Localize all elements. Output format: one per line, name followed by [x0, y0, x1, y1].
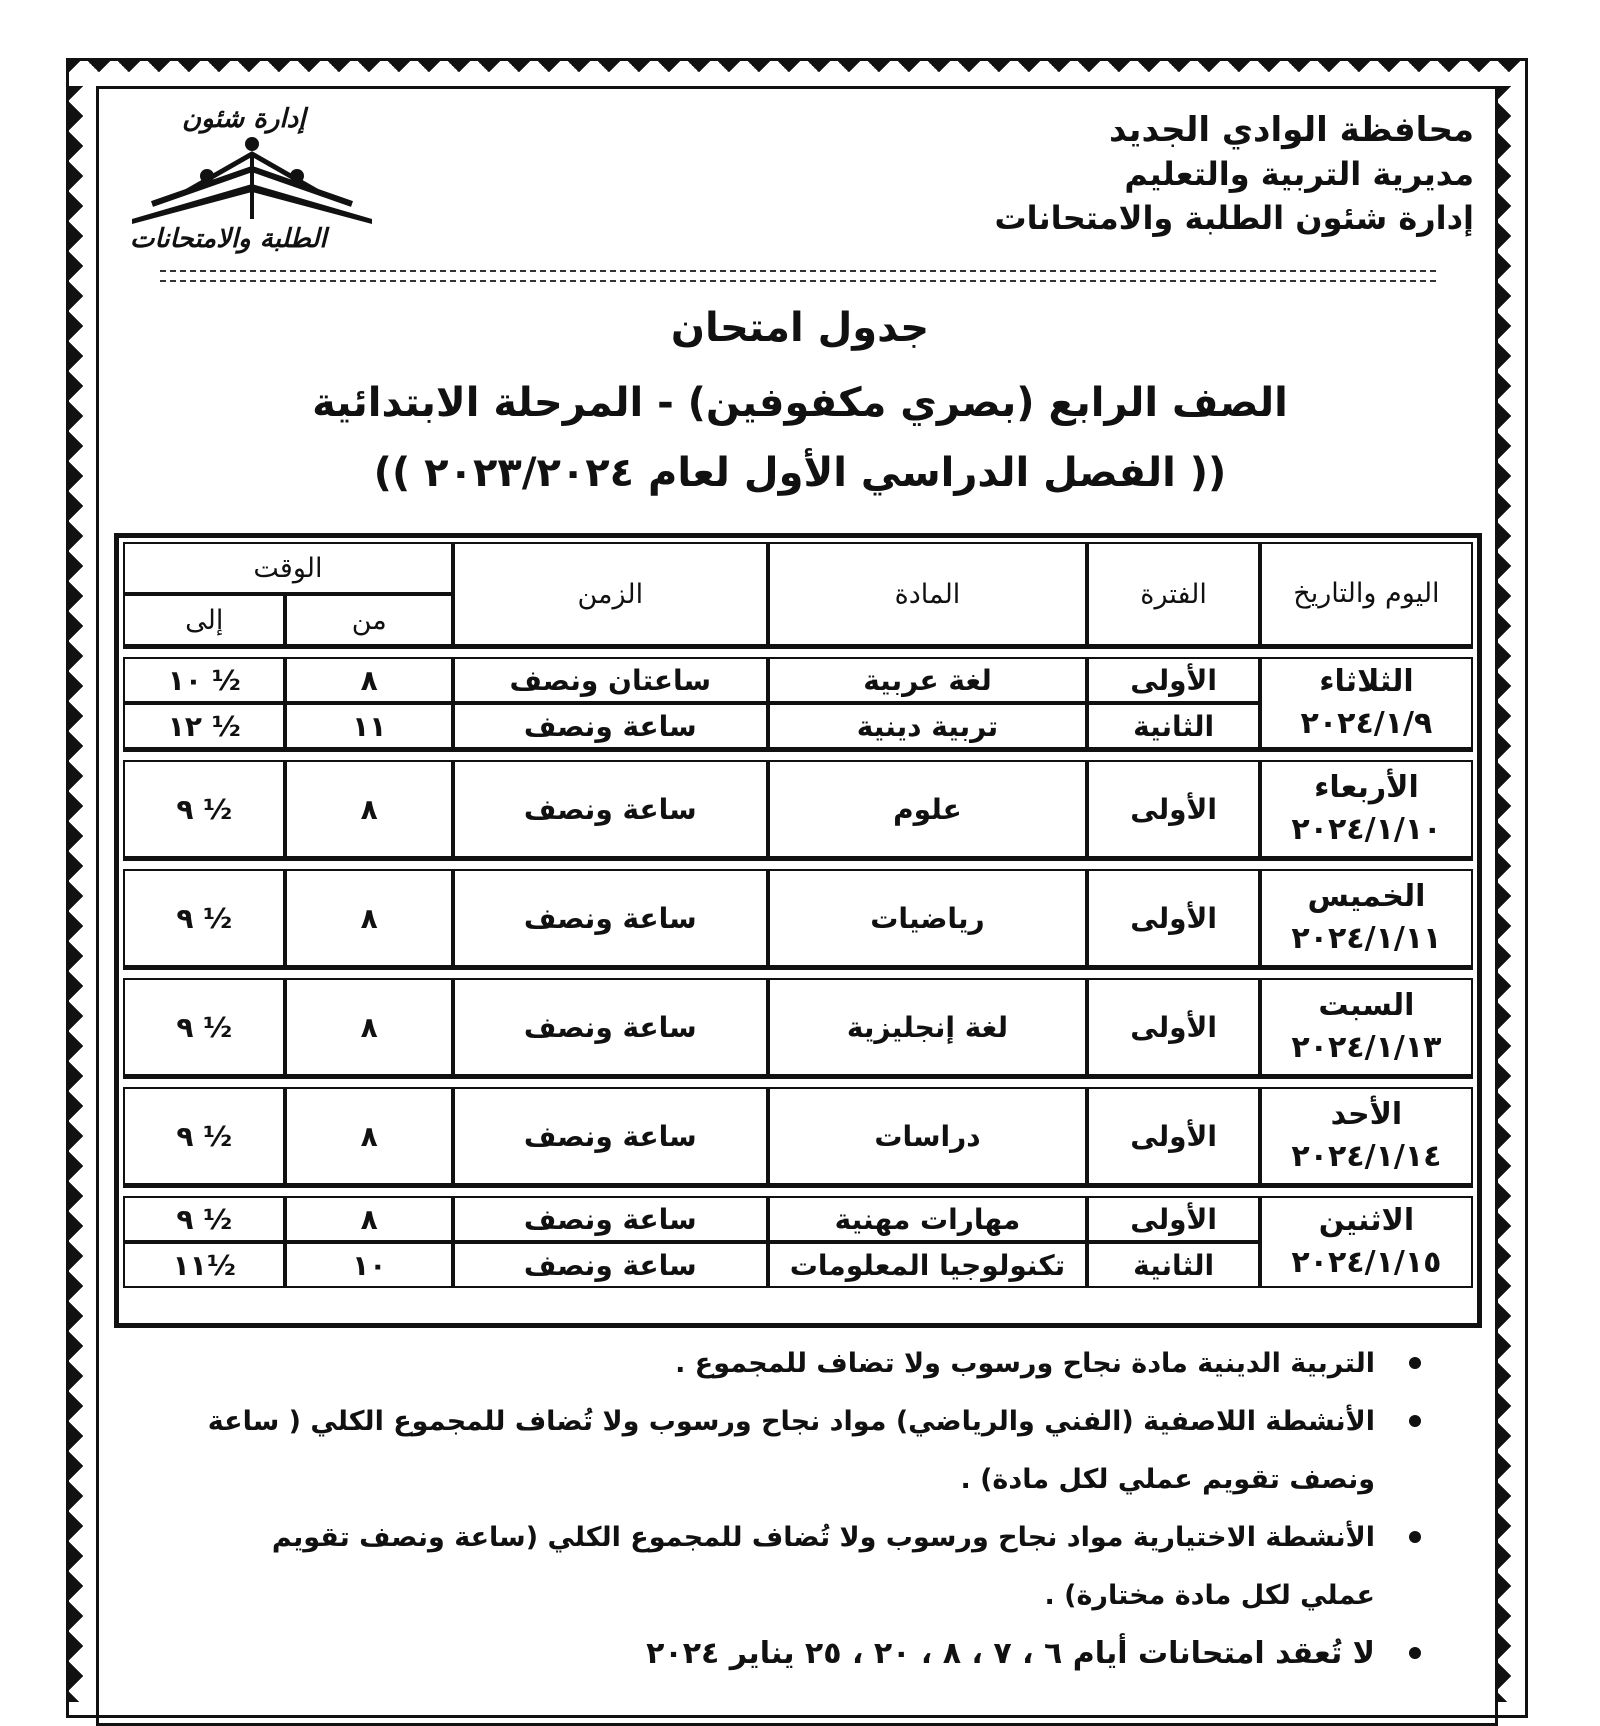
- from-cell: ٨: [285, 869, 452, 967]
- from-cell: ١١: [285, 703, 452, 749]
- document-title: جدول امتحان: [670, 305, 930, 351]
- day-cell: الاثنين ٢٠٢٤/١/١٥: [1260, 1196, 1473, 1288]
- table-row: [123, 1087, 1473, 1185]
- period-cell: الأولى: [1087, 1196, 1260, 1242]
- note-item: التربية الدينية مادة نجاح ورسوب ولا تضاف للمجموع .: [205, 1335, 1435, 1393]
- table-row: [123, 760, 1473, 858]
- header-from: من: [285, 594, 452, 646]
- header-period: الفترة: [1087, 542, 1260, 646]
- department-logo: [122, 104, 382, 264]
- grade-title: الصف الرابع (بصري مكفوفين) - المرحلة الابتدائية: [312, 380, 1288, 426]
- bullet-icon: [1409, 1531, 1421, 1543]
- bullet-icon: [1409, 1357, 1421, 1369]
- from-cell: ٨: [285, 1196, 452, 1242]
- notes-list: [205, 1335, 1435, 1683]
- day-cell: الخميس ٢٠٢٤/١/١١: [1260, 869, 1473, 967]
- header-separator-2: [160, 280, 1436, 282]
- exam-schedule-table: [114, 533, 1482, 1328]
- bullet-icon: [1409, 1415, 1421, 1427]
- period-cell: الأولى: [1087, 760, 1260, 858]
- subject-cell: تكنولوجيا المعلومات: [768, 1242, 1088, 1288]
- period-cell: الأولى: [1087, 1087, 1260, 1185]
- duration-cell: ساعة ونصف: [453, 978, 768, 1076]
- table-row: [123, 1196, 1473, 1242]
- term-title: (( الفصل الدراسي الأول لعام ٢٠٢٣/٢٠٢٤ )): [373, 450, 1227, 496]
- subject-cell: مهارات مهنية: [768, 1196, 1088, 1242]
- to-cell: ½ ٩: [123, 978, 285, 1076]
- to-cell: ½ ٩: [123, 869, 285, 967]
- period-cell: الأولى: [1087, 978, 1260, 1076]
- bullet-icon: [1409, 1647, 1421, 1659]
- to-cell: ½ ٩: [123, 1087, 285, 1185]
- header-to: إلى: [123, 594, 285, 646]
- subject-cell: رياضيات: [768, 869, 1088, 967]
- duration-cell: ساعة ونصف: [453, 760, 768, 858]
- from-cell: ٨: [285, 657, 452, 703]
- duration-cell: ساعة ونصف: [453, 869, 768, 967]
- from-cell: ٨: [285, 760, 452, 858]
- header-day-date: اليوم والتاريخ: [1260, 542, 1473, 646]
- governorate-name: محافظة الوادي الجديد: [1109, 110, 1474, 150]
- day-cell: الأحد ٢٠٢٤/١/١٤: [1260, 1087, 1473, 1185]
- subject-cell: علوم: [768, 760, 1088, 858]
- organization-header: [994, 108, 1474, 240]
- note-item: الأنشطة اللاصفية (الفني والرياضي) مواد نجاح ورسوب ولا تُضاف للمجموع الكلي ( ساعة ونصف تقويم عملي لكل مادة) .: [205, 1393, 1435, 1509]
- day-cell: الثلاثاء ٢٠٢٤/١/٩: [1260, 657, 1473, 749]
- table-row: [123, 978, 1473, 1076]
- administration-name: إدارة شئون الطلبة والامتحانات: [994, 199, 1474, 237]
- duration-cell: ساعة ونصف: [453, 1242, 768, 1288]
- from-cell: ٨: [285, 978, 452, 1076]
- duration-cell: ساعة ونصف: [453, 1087, 768, 1185]
- header-time: الوقت: [123, 542, 453, 594]
- to-cell: ½ ٩: [123, 760, 285, 858]
- duration-cell: ساعة ونصف: [453, 703, 768, 749]
- header-separator: [160, 270, 1436, 272]
- period-cell: الثانية: [1087, 1242, 1260, 1288]
- to-cell: ½ ٩: [123, 1196, 285, 1242]
- logo-top-text: إدارة شئون: [182, 104, 306, 134]
- period-cell: الأولى: [1087, 657, 1260, 703]
- header-subject: المادة: [768, 542, 1088, 646]
- duration-cell: ساعتان ونصف: [453, 657, 768, 703]
- from-cell: ١٠: [285, 1242, 452, 1288]
- note-item: الأنشطة الاختيارية مواد نجاح ورسوب ولا تُضاف للمجموع الكلي (ساعة ونصف تقويم عملي لكل مادة مختارة) .: [205, 1509, 1435, 1625]
- table-row: [123, 869, 1473, 967]
- day-cell: الأربعاء ٢٠٢٤/١/١٠: [1260, 760, 1473, 858]
- day-cell: السبت ٢٠٢٤/١/١٣: [1260, 978, 1473, 1076]
- period-cell: الأولى: [1087, 869, 1260, 967]
- open-book-icon: [122, 124, 382, 234]
- to-cell: ½١١: [123, 1242, 285, 1288]
- subject-cell: لغة إنجليزية: [768, 978, 1088, 1076]
- directorate-name: مديرية التربية والتعليم: [1124, 155, 1474, 193]
- subject-cell: لغة عربية: [768, 657, 1088, 703]
- subject-cell: دراسات: [768, 1087, 1088, 1185]
- logo-bottom-text: الطلبة والامتحانات: [130, 224, 327, 254]
- header-duration: الزمن: [453, 542, 768, 646]
- duration-cell: ساعة ونصف: [453, 1196, 768, 1242]
- from-cell: ٨: [285, 1087, 452, 1185]
- note-item: لا تُعقد امتحانات أيام ٦ ، ٧ ، ٨ ، ٢٠ ، ٢٥ يناير ٢٠٢٤: [205, 1625, 1435, 1683]
- to-cell: ½ ١٢: [123, 703, 285, 749]
- period-cell: الثانية: [1087, 703, 1260, 749]
- subject-cell: تربية دينية: [768, 703, 1088, 749]
- table-row: [123, 657, 1473, 703]
- to-cell: ½ ١٠: [123, 657, 285, 703]
